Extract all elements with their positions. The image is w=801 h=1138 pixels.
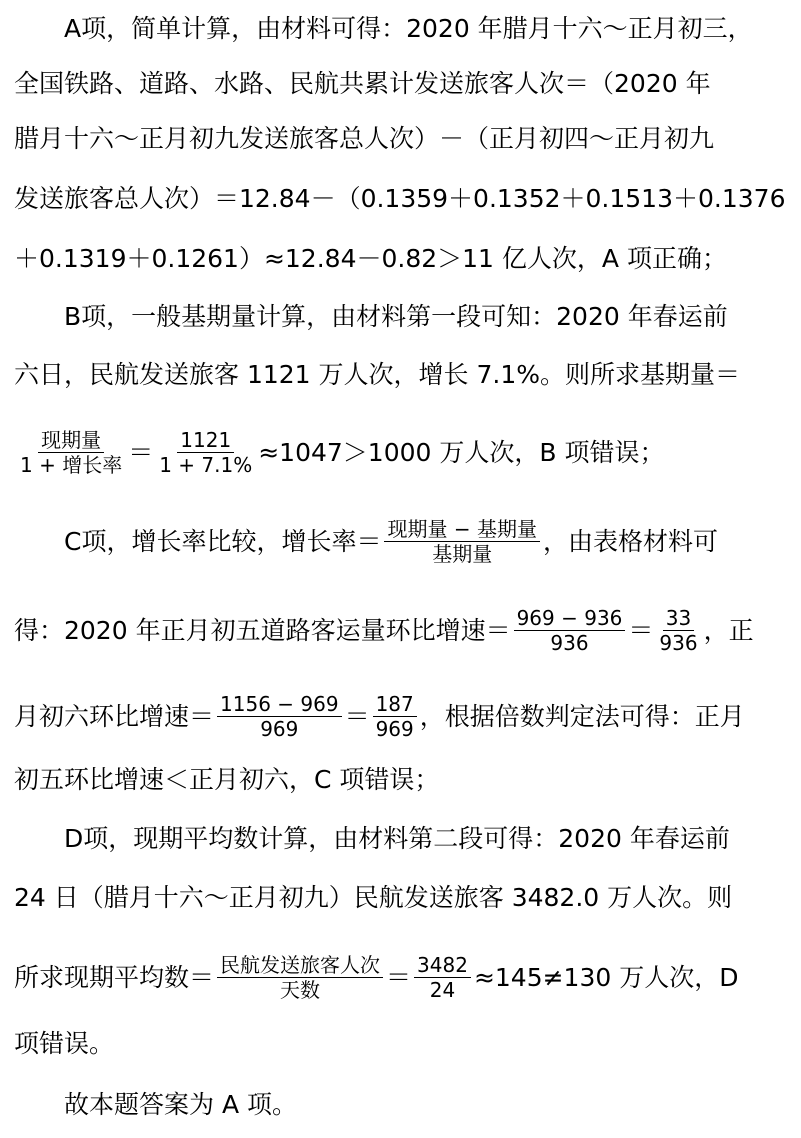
para-b-line-3	[14, 428, 789, 477]
para-a-line-1: A项，简单计算，由材料可得：2020 年腊月十六～正月初三，	[64, 14, 753, 43]
fraction-denominator: 基期量	[432, 542, 493, 566]
para-a-line-3: 腊月十六～正月初九发送旅客总人次）－（正月初四～正月初九	[14, 124, 715, 153]
para-c-line-1	[64, 517, 789, 566]
growth-rate-formula-fraction	[384, 517, 539, 566]
result-text: ≈1047＞1000 万人次，B 项错误；	[258, 437, 665, 467]
day5-rate-fraction	[514, 606, 626, 655]
text-segment: 月初六环比增速＝	[14, 701, 215, 731]
fraction-numerator: 187	[373, 692, 417, 717]
base-value-fraction	[156, 428, 255, 477]
equals-sign: ＝	[128, 437, 154, 467]
para-a-line-2: 全国铁路、道路、水路、民航共累计发送旅客人次＝（2020 年	[14, 69, 711, 98]
para-d-line-3	[14, 953, 789, 1002]
fraction-denominator: 969	[260, 717, 299, 741]
para-c-line-4: 初五环比增速＜正月初六，C 项错误；	[14, 765, 440, 794]
para-b-line-2: 六日，民航发送旅客 1121 万人次，增长 7.1%。则所求基期量＝	[14, 360, 740, 389]
text-segment: ，正	[703, 615, 754, 645]
para-d-line-1: D项，现期平均数计算，由材料第二段可得：2020 年春运前	[64, 824, 730, 853]
para-c-line-3	[14, 692, 789, 741]
fraction-numerator: 民航发送旅客人次	[217, 953, 383, 978]
para-b-line-1: B项，一般基期量计算，由材料第一段可知：2020 年春运前	[64, 302, 728, 331]
average-value-fraction	[414, 953, 471, 1002]
answer-line: 故本题答案为 A 项。	[64, 1090, 297, 1119]
fraction-numerator: 3482	[414, 953, 471, 978]
day5-rate-simplified-fraction	[656, 606, 700, 655]
text-segment: ≈145≠130 万人次，D	[473, 962, 739, 992]
fraction-numerator: 33	[663, 606, 694, 631]
fraction-numerator: 1156 − 969	[217, 692, 342, 717]
fraction-numerator: 现期量 − 基期量	[384, 517, 539, 542]
para-c-line-2	[14, 606, 789, 655]
equals-sign: ＝	[628, 615, 654, 645]
fraction-denominator: 24	[429, 978, 456, 1002]
fraction-denominator: 936	[659, 631, 698, 655]
fraction-denominator: 936	[550, 631, 589, 655]
fraction-numerator: 1121	[177, 428, 234, 453]
average-formula-fraction	[217, 953, 383, 1002]
equals-sign: ＝	[344, 701, 370, 731]
text-segment: ，由表格材料可	[542, 526, 718, 556]
text-segment: 得：2020 年正月初五道路客运量环比增速＝	[14, 615, 511, 645]
para-a-line-5: ＋0.1319＋0.1261）≈12.84－0.82＞11 亿人次，A 项正确；	[14, 244, 727, 273]
fraction-numerator: 现期量	[38, 428, 104, 453]
fraction-denominator: 1 + 增长率	[20, 453, 123, 477]
fraction-denominator: 1 + 7.1%	[159, 453, 253, 477]
text-segment: ，根据倍数判定法可得：正月	[419, 701, 745, 731]
fraction-denominator: 969	[375, 717, 414, 741]
para-d-line-4: 项错误。	[14, 1029, 115, 1058]
day6-rate-fraction	[217, 692, 342, 741]
equals-sign: ＝	[386, 962, 412, 992]
fraction-numerator: 969 − 936	[514, 606, 626, 631]
text-segment: 所求现期平均数＝	[14, 962, 215, 992]
para-a-line-4: 发送旅客总人次）＝12.84－（0.1359＋0.1352＋0.1513＋0.1376	[14, 184, 786, 213]
base-formula-fraction	[17, 428, 125, 477]
text-segment: C项，增长率比较，增长率＝	[64, 526, 382, 556]
fraction-denominator: 天数	[280, 978, 321, 1002]
para-d-line-2: 24 日（腊月十六～正月初九）民航发送旅客 3482.0 万人次。则	[14, 883, 733, 912]
day6-rate-simplified-fraction	[373, 692, 417, 741]
